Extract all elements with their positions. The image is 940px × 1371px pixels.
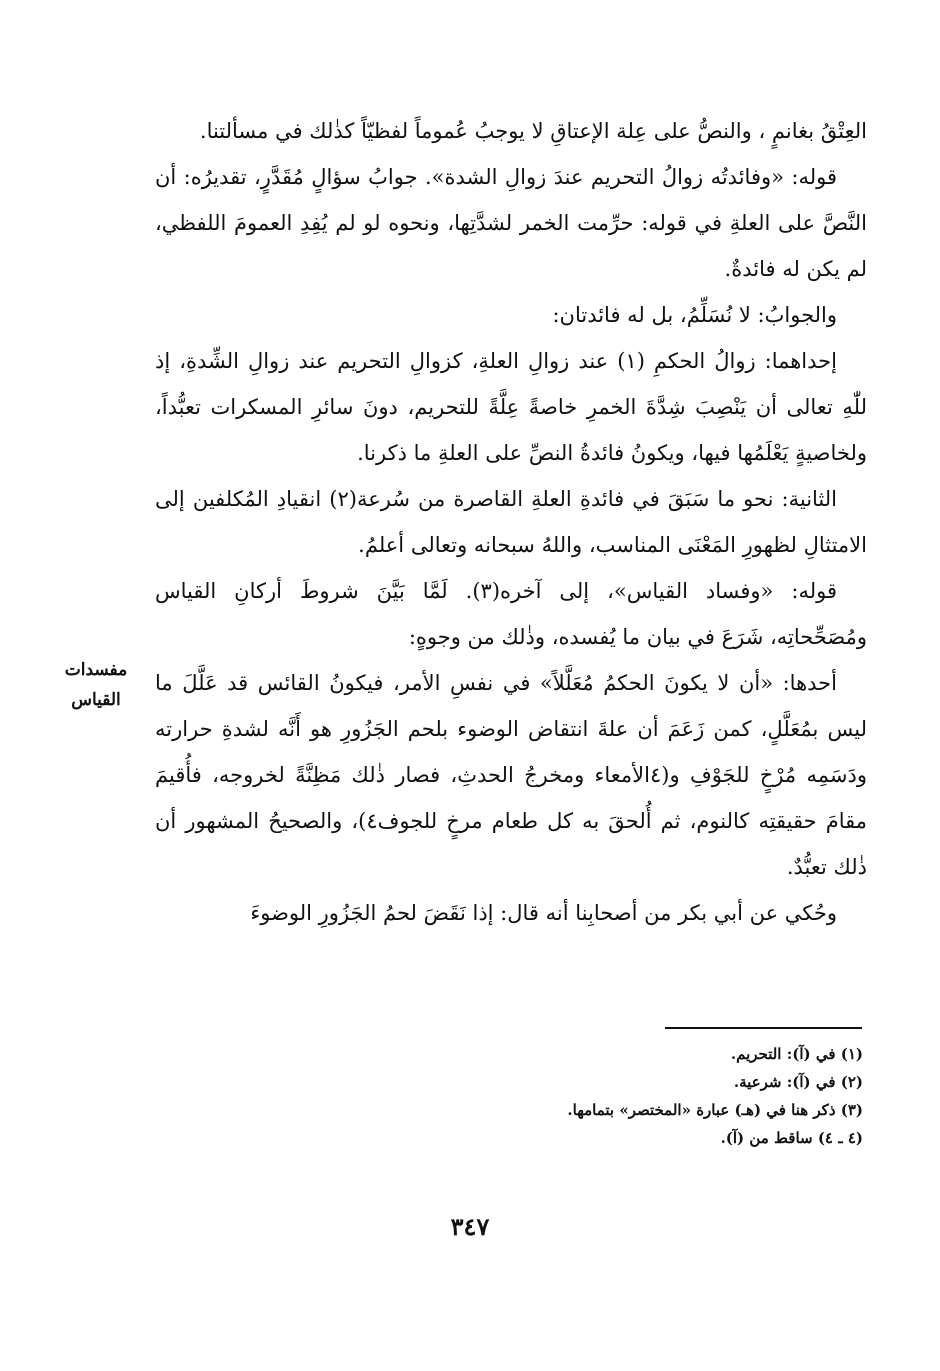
paragraph-3: والجوابُ: لا نُسَلِّمُ، بل له فائدتان: <box>552 303 837 327</box>
margin-note-line-2: القياس <box>71 690 121 710</box>
main-text <box>155 108 867 936</box>
paragraph-6: قوله: «وفساد القياس»، إلى آخره(٣). لَمَّا بَيَّنَ شروطَ أركانِ القياس ومُصَحِّحاتِه، شَرَعَ في بيان ما يُفسده، وذٰلك من وجوهٍ: <box>155 579 867 649</box>
footnotes <box>300 1040 863 1152</box>
footnote-3: (٣) ذكر هنا في (هـ) عبارة «المختصر» بتمامها. <box>567 1101 863 1119</box>
footnote-2: (٢) في (آ): شرعية. <box>733 1073 863 1091</box>
paragraph-4: إحداهما: زوالُ الحكمِ (١) عند زوالِ العلةِ، كزوالِ التحريم عند زوالِ الشِّدةِ، إذ للّٰهِ تعالى أن يَنْصِبَ شِدَّةَ الخمرِ خاصةً عِلَّةً للتحريم، دونَ سائرِ المسكرات تعبُّداً، ولخاصيةٍ يَعْلَمُها فيها، ويكونُ فائدةُ النصِّ على العلةِ ما ذكرنا. <box>155 349 867 465</box>
footnote-4: (٤ ـ ٤) ساقط من (آ). <box>720 1129 863 1147</box>
paragraph-7: أحدها: «أن لا يكونَ الحكمُ مُعَلَّلاً» في نفسِ الأمر، فيكونُ القائس قد عَلَّلَ ما ليس بمُعَلَّلٍ، كمن زَعَمَ أن علةَ انتقاض الوضوء بلحم الجَزُورِ هو أَنَّه لشدةِ حرارته ودَسَمِه مُرْخٍ للجَوْفِ و(٤الأمعاء ومخرجُ الحدثِ، فصار ذٰلك مَظِنَّةً لخروجه، فأُقيمَ مقامَ حقيقتِه كالنوم، ثم أُلحقَ به كل طعام مرخٍ للجوف٤)، والصحيحُ المشهور أن ذٰلك تعبُّدٌ. <box>155 671 867 879</box>
footnote-divider <box>665 1027 862 1029</box>
paragraph-2: قوله: «وفائدتُه زوالُ التحريم عندَ زوالِ الشدة». جوابُ سؤالٍ مُقَدَّرٍ، تقديرُه: أن النَّصَّ على العلةِ في قوله: حرِّمت الخمر لشدَّتِها، ونحوه لو لم يُفِدِ العمومَ اللفظي، لم يكن له فائدةٌ. <box>155 165 867 281</box>
paragraph-8: وحُكي عن أبي بكر من أصحابِنا أنه قال: إذا نَقَضَ لحمُ الجَزُورِ الوضوءَ <box>250 901 837 925</box>
margin-note <box>56 655 136 715</box>
paragraph-1: العِتْقُ بغانمٍ ، والنصُّ على عِلة الإعتاقِ لا يوجبُ عُموماً لفظيّاً كذٰلك في مسألتنا. <box>199 119 867 143</box>
margin-note-line-1: مفسدات <box>64 660 128 680</box>
page-number: ٣٤٧ <box>450 1212 490 1241</box>
paragraph-5: الثانية: نحو ما سَبَقَ في فائدةِ العلةِ القاصرة من سُرعة(٢) انقيادِ المُكلفين إلى الامتثالِ لظهورِ المَعْنَى المناسب، واللهُ سبحانه وتعالى أعلمُ. <box>155 487 867 557</box>
footnote-1: (١) في (آ): التحريم. <box>730 1045 863 1063</box>
